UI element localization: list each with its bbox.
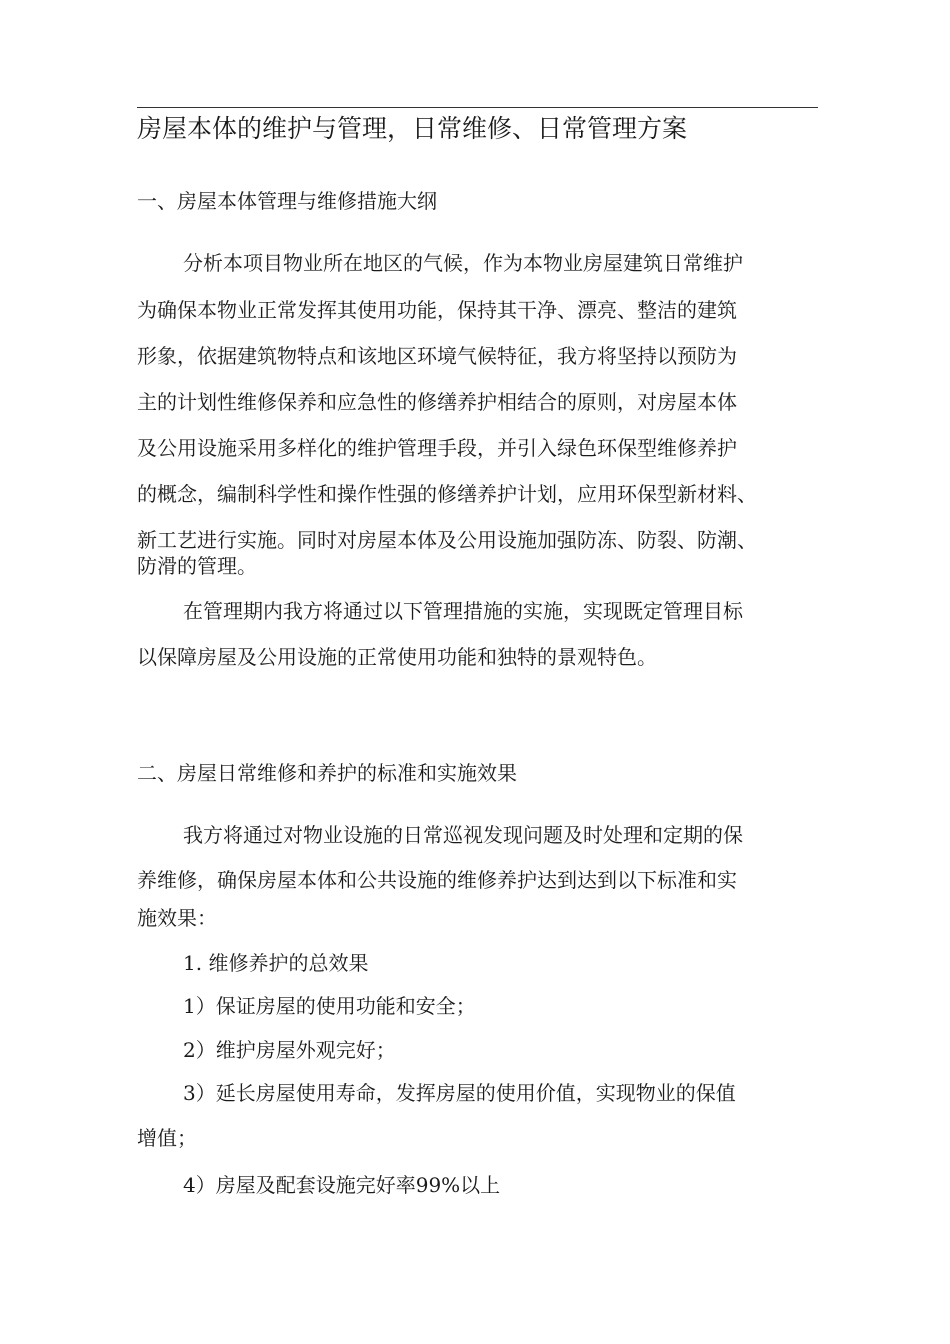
section-2-para-1-line: 施效果： xyxy=(137,906,217,930)
section-2-para-1-line: 养维修，确保房屋本体和公共设施的维修养护达到达到以下标准和实 xyxy=(137,868,737,892)
section-1-para-1-line: 形象，依据建筑物特点和该地区环境气候特征，我方将坚持以预防为 xyxy=(137,344,737,368)
section-1-para-2-line: 以保障房屋及公用设施的正常使用功能和独特的景观特色。 xyxy=(137,645,657,669)
list-item: 3）延长房屋使用寿命，发挥房屋的使用价值，实现物业的保值 xyxy=(183,1081,736,1105)
document-title: 房屋本体的维护与管理，日常维修、日常管理方案 xyxy=(137,114,688,143)
section-2-para-1-line: 我方将通过对物业设施的日常巡视发现问题及时处理和定期的保 xyxy=(183,823,743,847)
list-item: 4）房屋及配套设施完好率99%以上 xyxy=(183,1173,501,1197)
section-1-para-1-line: 主的计划性维修保养和应急性的修缮养护相结合的原则，对房屋本体 xyxy=(137,390,737,414)
section-1-heading: 一、房屋本体管理与维修措施大纲 xyxy=(137,189,437,213)
list-item: 2）维护房屋外观完好； xyxy=(183,1038,396,1062)
section-1-para-1-line: 为确保本物业正常发挥其使用功能，保持其干净、漂亮、整洁的建筑 xyxy=(137,298,737,322)
header-rule xyxy=(137,107,818,108)
section-1-para-1-line: 新工艺进行实施。同时对房屋本体及公用设施加强防冻、防裂、防潮、 xyxy=(137,528,757,552)
section-1-para-2-line: 在管理期内我方将通过以下管理措施的实施，实现既定管理目标 xyxy=(183,599,743,623)
list-item: 1）保证房屋的使用功能和安全； xyxy=(183,994,476,1018)
list-item-continuation: 增值； xyxy=(137,1126,197,1150)
section-1-para-1-line: 防滑的管理。 xyxy=(137,554,257,578)
section-1-para-1-line: 分析本项目物业所在地区的气候，作为本物业房屋建筑日常维护 xyxy=(183,251,743,275)
subheading-total-effect: 1. 维修养护的总效果 xyxy=(183,951,369,975)
section-1-para-1-line: 的概念，编制科学性和操作性强的修缮养护计划，应用环保型新材料、 xyxy=(137,482,757,506)
section-2-heading: 二、房屋日常维修和养护的标准和实施效果 xyxy=(137,761,517,785)
section-1-para-1-line: 及公用设施采用多样化的维护管理手段，并引入绿色环保型维修养护 xyxy=(137,436,737,460)
